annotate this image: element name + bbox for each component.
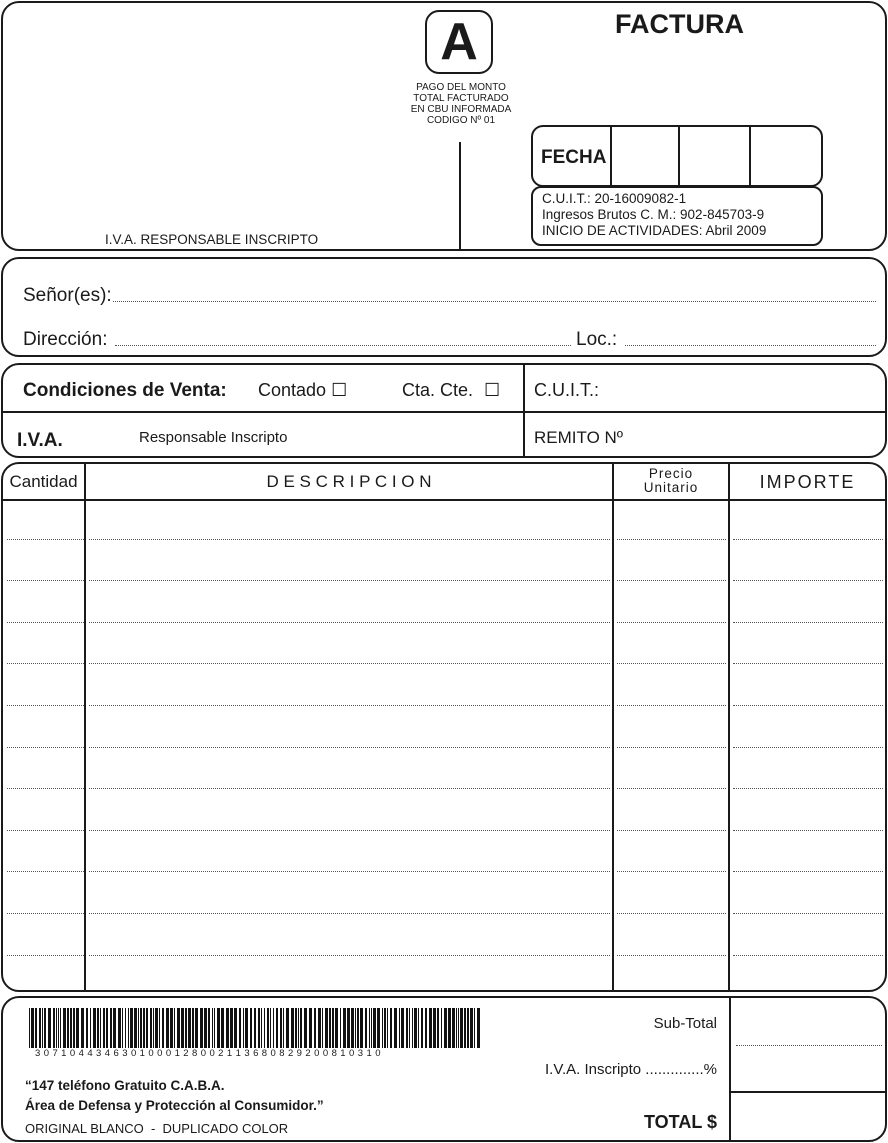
subtotal-value-field[interactable]	[736, 1045, 882, 1046]
descripcion-cell[interactable]	[89, 747, 610, 748]
barcode-bar	[217, 1008, 220, 1048]
barcode-bar	[365, 1008, 367, 1048]
barcode-bar	[343, 1008, 346, 1048]
header-precio-unitario: Precio Unitario	[643, 466, 699, 495]
descripcion-cell[interactable]	[89, 955, 610, 956]
barcode-bar	[174, 1008, 175, 1048]
barcode-bar	[138, 1008, 139, 1048]
barcode-bar	[48, 1008, 51, 1048]
barcode-bar	[204, 1008, 207, 1048]
header-divider	[459, 142, 461, 251]
barcode-bar	[360, 1008, 363, 1048]
barcode-bar	[329, 1008, 331, 1048]
barcode-bar	[470, 1008, 473, 1048]
barcode-bar	[188, 1008, 191, 1048]
barcode-bar	[418, 1008, 419, 1048]
barcode-bar	[377, 1008, 380, 1048]
barcode-bar	[192, 1008, 194, 1048]
importe-cell[interactable]	[733, 539, 883, 540]
header-descripcion: D E S C R I P C I O N	[266, 472, 432, 491]
barcode-bar	[56, 1008, 57, 1048]
barcode-bar	[110, 1008, 112, 1048]
descripcion-cell[interactable]	[89, 788, 610, 789]
barcode-bar	[286, 1008, 289, 1048]
barcode-bar	[309, 1008, 312, 1048]
precio-cell[interactable]	[617, 663, 726, 664]
barcode-bar	[250, 1008, 252, 1048]
barcode-bar	[73, 1008, 75, 1048]
barcode-bar	[208, 1008, 210, 1048]
descripcion-cell[interactable]	[89, 622, 610, 623]
total-label: TOTAL $	[643, 1112, 717, 1132]
direccion-label: Dirección:	[23, 329, 108, 350]
barcode-bar	[283, 1008, 284, 1048]
barcode-bar	[276, 1008, 278, 1048]
barcode-bar	[267, 1008, 269, 1048]
descripcion-cell[interactable]	[89, 705, 610, 706]
header-cantidad: Cantidad	[9, 472, 78, 491]
iva-percent-label: I.V.A. Inscripto ..............%	[544, 1061, 717, 1078]
barcode-bar	[155, 1008, 158, 1048]
descripcion-cell[interactable]	[89, 871, 610, 872]
cantidad-cell[interactable]	[7, 913, 84, 914]
precio-cell[interactable]	[617, 580, 726, 581]
cantidad-cell[interactable]	[7, 580, 84, 581]
barcode-bar	[234, 1008, 237, 1048]
barcode-bar	[44, 1008, 46, 1048]
cta-cte-label: Cta. Cte.	[402, 380, 474, 400]
document-title: FACTURA	[615, 9, 744, 39]
barcode-bar	[401, 1008, 404, 1048]
precio-cell[interactable]	[617, 788, 726, 789]
importe-cell[interactable]	[733, 830, 883, 831]
barcode-bar	[106, 1008, 108, 1048]
barcode-bar	[394, 1008, 397, 1048]
barcode-bar	[421, 1008, 423, 1048]
issuer-inicio-actividades: INICIO DE ACTIVIDADES: Abril 2009	[542, 223, 767, 238]
barcode-bar	[31, 1008, 34, 1048]
barcode-bar	[122, 1008, 123, 1048]
iva-status: I.V.A. RESPONSABLE INSCRIPTO	[105, 232, 319, 247]
importe-cell[interactable]	[733, 913, 883, 914]
barcode-bar	[332, 1008, 334, 1048]
barcode-bar	[357, 1008, 359, 1048]
barcode-bar	[181, 1008, 184, 1048]
barcode-bar	[322, 1008, 323, 1048]
barcode-bar	[387, 1008, 388, 1048]
barcode-bar	[399, 1008, 400, 1048]
barcode-bar	[195, 1008, 198, 1048]
cantidad-cell[interactable]	[7, 747, 84, 748]
barcode-bar	[200, 1008, 203, 1048]
items-table	[1, 462, 887, 992]
barcode-bar	[177, 1008, 180, 1048]
conditions-col-divider	[523, 365, 525, 456]
descripcion-cell[interactable]	[89, 913, 610, 914]
barcode-bar	[67, 1008, 69, 1048]
cantidad-cell[interactable]	[7, 539, 84, 540]
barcode-bar	[412, 1008, 413, 1048]
fecha-year-field[interactable]	[751, 127, 821, 185]
barcode-bar	[270, 1008, 271, 1048]
barcode-bar	[153, 1008, 154, 1048]
barcode-bar	[90, 1008, 91, 1048]
fecha-box	[531, 125, 823, 187]
table-row	[3, 832, 885, 874]
importe-cell[interactable]	[733, 580, 883, 581]
barcode-bar	[35, 1008, 37, 1048]
barcode-bar	[113, 1008, 116, 1048]
fecha-label: FECHA	[541, 147, 607, 168]
barcode-bar	[70, 1008, 72, 1048]
barcode-bar	[58, 1008, 59, 1048]
barcode-bar	[162, 1008, 164, 1048]
barcode-bar	[39, 1008, 41, 1048]
table-row	[3, 499, 885, 541]
barcode-bar	[166, 1008, 169, 1048]
issuer-info-box	[531, 186, 823, 246]
barcode-bar	[444, 1008, 447, 1048]
invoice-letter-box	[425, 10, 493, 74]
barcode-bar	[212, 1008, 213, 1048]
barcode-bar	[318, 1008, 321, 1048]
footer-box	[1, 996, 887, 1142]
barcode-bar	[460, 1008, 463, 1048]
barcode-bar	[143, 1008, 145, 1048]
fecha-month-field[interactable]	[680, 127, 749, 185]
barcode-bar	[298, 1008, 299, 1048]
barcode-bar	[414, 1008, 417, 1048]
copies-notice: ORIGINAL BLANCO - DUPLICADO COLOR	[25, 1121, 289, 1136]
barcode-bar	[254, 1008, 256, 1048]
table-row	[3, 790, 885, 832]
barcode-bar	[464, 1008, 466, 1048]
descripcion-cell[interactable]	[89, 539, 610, 540]
barcode-bar	[261, 1008, 262, 1048]
fecha-day-field[interactable]	[612, 127, 678, 185]
barcode-bar	[63, 1008, 66, 1048]
barcode-bar	[243, 1008, 244, 1048]
subtotal-label: Sub-Total	[653, 1015, 717, 1032]
loc-label: Loc.:	[576, 329, 618, 350]
loc-field[interactable]	[625, 345, 876, 346]
consumer-notice-line2: Área de Defensa y Protección al Consumidor.”	[25, 1098, 324, 1113]
precio-cell[interactable]	[617, 913, 726, 914]
barcode-bar	[42, 1008, 43, 1048]
contado-checkbox[interactable]: ☐	[331, 380, 348, 400]
barcode-bar	[390, 1008, 392, 1048]
precio-cell[interactable]	[617, 871, 726, 872]
barcode-bar	[458, 1008, 459, 1048]
barcode-bar	[373, 1008, 376, 1048]
precio-cell[interactable]	[617, 830, 726, 831]
table-row	[3, 665, 885, 707]
barcode-bar	[300, 1008, 302, 1048]
precio-cell[interactable]	[617, 747, 726, 748]
client-cuit-label: C.U.I.T.:	[534, 380, 600, 400]
barcode-bar	[230, 1008, 233, 1048]
precio-cell[interactable]	[617, 705, 726, 706]
barcode-digits: 3 0 7 1 0 4 4 3 4 6 3 0 1 0 0 0 1 2 8 0 0 2 1 1 3 6 8 0 8 2 9 2 0 0 8 1 0 3 1 0	[35, 1048, 381, 1059]
precio-cell[interactable]	[617, 539, 726, 540]
barcode-bar	[406, 1008, 408, 1048]
barcode-bar	[146, 1008, 148, 1048]
senor-field[interactable]	[113, 301, 876, 302]
barcode-bar	[355, 1008, 356, 1048]
barcode-bar	[340, 1008, 341, 1048]
conditions-box	[1, 363, 887, 458]
barcode-bar	[280, 1008, 282, 1048]
barcode-bar	[314, 1008, 316, 1048]
barcode-bar	[437, 1008, 439, 1048]
client-box	[1, 257, 887, 357]
header-box	[1, 1, 887, 251]
barcode-bar	[409, 1008, 410, 1048]
cta-cte-checkbox[interactable]: ☐	[484, 380, 501, 400]
importe-cell[interactable]	[733, 788, 883, 789]
barcode-bar	[185, 1008, 187, 1048]
barcode-bar	[456, 1008, 457, 1048]
barcode-bar	[371, 1008, 372, 1048]
table-row	[3, 915, 885, 957]
barcode-bar	[86, 1008, 88, 1048]
barcode-bar	[100, 1008, 101, 1048]
descripcion-cell[interactable]	[89, 580, 610, 581]
cta-cte-option[interactable]	[402, 380, 500, 401]
barcode-bar	[273, 1008, 274, 1048]
consumer-notice-line1: “147 teléfono Gratuito C.A.B.A.	[25, 1078, 225, 1093]
barcode-bar	[125, 1008, 126, 1048]
barcode-bar	[425, 1008, 427, 1048]
importe-cell[interactable]	[733, 705, 883, 706]
barcode-bar	[97, 1008, 99, 1048]
importe-cell[interactable]	[733, 747, 883, 748]
barcode-bar	[335, 1008, 338, 1048]
precio-cell[interactable]	[617, 955, 726, 956]
importe-cell[interactable]	[733, 871, 883, 872]
cantidad-cell[interactable]	[7, 788, 84, 789]
barcode-bar	[226, 1008, 229, 1048]
cantidad-cell[interactable]	[7, 955, 84, 956]
barcode-bar	[53, 1008, 55, 1048]
descripcion-cell[interactable]	[89, 663, 610, 664]
barcode-bar	[258, 1008, 260, 1048]
contado-option[interactable]	[258, 380, 347, 401]
barcode-bar	[130, 1008, 133, 1048]
barcode-bar	[150, 1008, 152, 1048]
cantidad-cell[interactable]	[7, 663, 84, 664]
barcode-bar	[295, 1008, 297, 1048]
direccion-field[interactable]	[115, 345, 571, 346]
table-row	[3, 749, 885, 791]
table-row	[3, 541, 885, 583]
barcode-bar	[221, 1008, 224, 1048]
barcode-bar	[118, 1008, 121, 1048]
importe-cell[interactable]	[733, 955, 883, 956]
barcode-bar	[441, 1008, 442, 1048]
barcode-bar	[429, 1008, 432, 1048]
barcode-bar	[304, 1008, 307, 1048]
barcode-bar	[159, 1008, 160, 1048]
table-row	[3, 582, 885, 624]
issuer-cuit: C.U.I.T.: 20-16009082-1	[542, 191, 687, 206]
letter-caption: PAGO DEL MONTO TOTAL FACTURADO EN CBU INFORMADA CODIGO Nº 01	[410, 82, 512, 126]
descripcion-cell[interactable]	[89, 830, 610, 831]
barcode-bar	[384, 1008, 386, 1048]
contado-label: Contado	[258, 380, 327, 400]
header-importe: IMPORTE	[759, 472, 856, 492]
cantidad-cell[interactable]	[7, 622, 84, 623]
barcode-bar	[214, 1008, 215, 1048]
importe-cell[interactable]	[733, 663, 883, 664]
barcode-bar	[467, 1008, 469, 1048]
barcode-bar	[325, 1008, 328, 1048]
issuer-ingresos-brutos: Ingresos Brutos C. M.: 902-845703-9	[542, 207, 765, 222]
cantidad-cell[interactable]	[7, 830, 84, 831]
barcode-bar	[128, 1008, 129, 1048]
barcode-bar	[433, 1008, 436, 1048]
condiciones-label: Condiciones de Venta:	[23, 380, 227, 401]
barcode-bar	[351, 1008, 354, 1048]
barcode-bars	[29, 1008, 480, 1048]
barcode-bar	[29, 1008, 30, 1048]
total-value-field[interactable]	[731, 1093, 885, 1139]
barcode-bar	[81, 1008, 84, 1048]
barcode-bar	[264, 1008, 265, 1048]
barcode-bar	[245, 1008, 248, 1048]
importe-cell[interactable]	[733, 622, 883, 623]
senor-label: Señor(es):	[23, 285, 112, 306]
cantidad-cell[interactable]	[7, 705, 84, 706]
barcode-bar	[448, 1008, 451, 1048]
barcode-bar	[170, 1008, 173, 1048]
barcode-bar	[103, 1008, 105, 1048]
remito-label: REMITO Nº	[534, 428, 624, 447]
barcode-bar	[239, 1008, 241, 1048]
barcode-bar	[76, 1008, 79, 1048]
barcode-bar	[369, 1008, 370, 1048]
precio-cell[interactable]	[617, 622, 726, 623]
barcode-bar	[93, 1008, 96, 1048]
barcode-bar	[347, 1008, 350, 1048]
barcode-bar	[382, 1008, 383, 1048]
barcode-bar	[474, 1008, 475, 1048]
iva-value: Responsable Inscripto	[139, 429, 288, 446]
cantidad-cell[interactable]	[7, 871, 84, 872]
barcode-bar	[134, 1008, 137, 1048]
table-row	[3, 873, 885, 915]
barcode-bar	[291, 1008, 294, 1048]
invoice-letter: A	[440, 13, 478, 71]
table-row	[3, 707, 885, 749]
barcode-bar	[452, 1008, 455, 1048]
barcode-bar	[60, 1008, 61, 1048]
conditions-row-divider	[3, 411, 885, 413]
barcode-bar	[477, 1008, 480, 1048]
table-row	[3, 624, 885, 666]
barcode-bar	[140, 1008, 142, 1048]
iva-label: I.V.A.	[17, 430, 63, 451]
